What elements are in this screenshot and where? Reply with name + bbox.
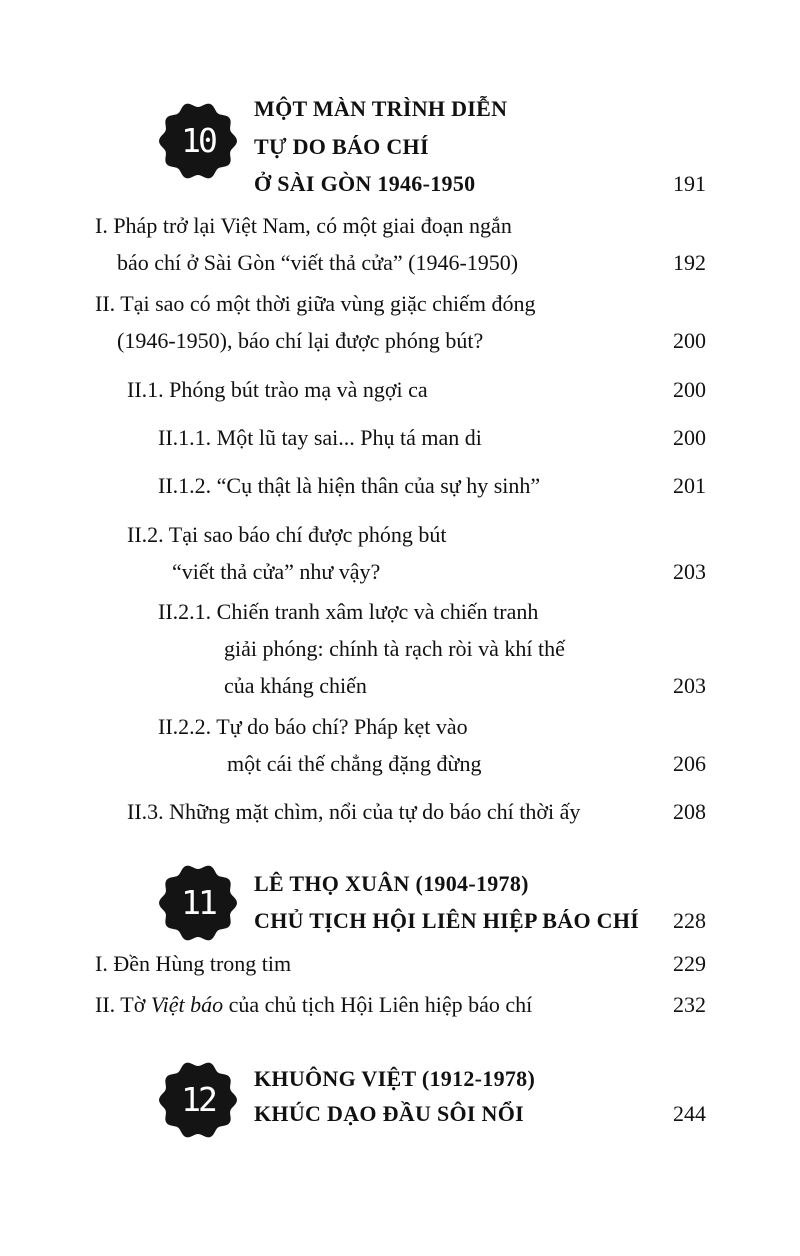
chapter-title-line: MỘT MÀN TRÌNH DIỄN: [254, 96, 508, 121]
toc-entry-line: I. Đền Hùng trong tim: [95, 951, 292, 976]
toc-entry-text: II. Tờ: [95, 992, 151, 1017]
chapter-page-number: 191: [673, 171, 706, 196]
toc-entry-line: báo chí ở Sài Gòn “viết thả cửa” (1946-1950): [117, 250, 519, 275]
toc-entry-page: 203: [673, 673, 706, 698]
chapter-12-badge: [158, 1060, 238, 1140]
toc-entry-page: 201: [673, 473, 706, 498]
toc-entry-line: II.2.1. Chiến tranh xâm lược và chiến tranh: [158, 599, 539, 624]
toc-entry-line: II.1.1. Một lũ tay sai... Phụ tá man di: [158, 425, 482, 450]
toc-entry-page: 200: [673, 328, 706, 353]
toc-entry-line: II. Tại sao có một thời giữa vùng giặc chiếm đóng: [95, 291, 536, 316]
chapter-title-line: LÊ THỌ XUÂN (1904-1978): [254, 871, 529, 896]
toc-entry-line: một cái thế chẳng đặng đừng: [227, 751, 482, 776]
toc-entry-line: [95, 992, 532, 1018]
chapter-title-line: TỰ DO BÁO CHÍ: [254, 134, 429, 159]
chapter-10-badge: [158, 101, 238, 181]
chapter-title-line: CHỦ TỊCH HỘI LIÊN HIỆP BÁO CHÍ: [254, 908, 640, 933]
toc-entry-line: II.1.2. “Cụ thật là hiện thân của sự hy sinh”: [158, 473, 541, 498]
toc-entry-text: của chủ tịch Hội Liên hiệp báo chí: [223, 992, 533, 1017]
toc-entry-line: II.1. Phóng bút trào mạ và ngợi ca: [127, 377, 428, 402]
toc-entry-line: II.2.2. Tự do báo chí? Pháp kẹt vào: [158, 714, 468, 739]
chapter-number: 11: [181, 883, 215, 922]
toc-entry-line: II.2. Tại sao báo chí được phóng bút: [127, 522, 447, 547]
chapter-number: 10: [181, 121, 215, 160]
toc-entry-page: 192: [673, 250, 706, 275]
toc-entry-page: 232: [673, 992, 706, 1017]
toc-entry-page: 229: [673, 951, 706, 976]
chapter-title-line: KHÚC DẠO ĐẦU SÔI NỔI: [254, 1101, 525, 1126]
toc-entry-page: 206: [673, 751, 706, 776]
chapter-11-badge: [158, 863, 238, 943]
chapter-page-number: 228: [673, 908, 706, 933]
chapter-title-line: KHUÔNG VIỆT (1912-1978): [254, 1066, 536, 1091]
toc-entry-line: I. Pháp trở lại Việt Nam, có một giai đoạn ngắn: [95, 213, 512, 238]
toc-entry-line: II.3. Những mặt chìm, nổi của tự do báo chí thời ấy: [127, 799, 581, 824]
toc-entry-line: “viết thả cửa” như vậy?: [172, 559, 381, 584]
chapter-title-line: Ở SÀI GÒN 1946-1950: [254, 171, 476, 196]
toc-entry-page: 200: [673, 377, 706, 402]
chapter-number: 12: [181, 1080, 215, 1119]
toc-entry-line: giải phóng: chính tà rạch ròi và khí thế: [224, 636, 565, 661]
toc-entry-page: 203: [673, 559, 706, 584]
publication-title: Việt báo: [150, 992, 224, 1017]
toc-entry-page: 200: [673, 425, 706, 450]
toc-entry-line: (1946-1950), báo chí lại được phóng bút?: [117, 328, 484, 353]
chapter-page-number: 244: [673, 1101, 706, 1126]
toc-entry-page: 208: [673, 799, 706, 824]
toc-entry-line: của kháng chiến: [224, 673, 367, 698]
